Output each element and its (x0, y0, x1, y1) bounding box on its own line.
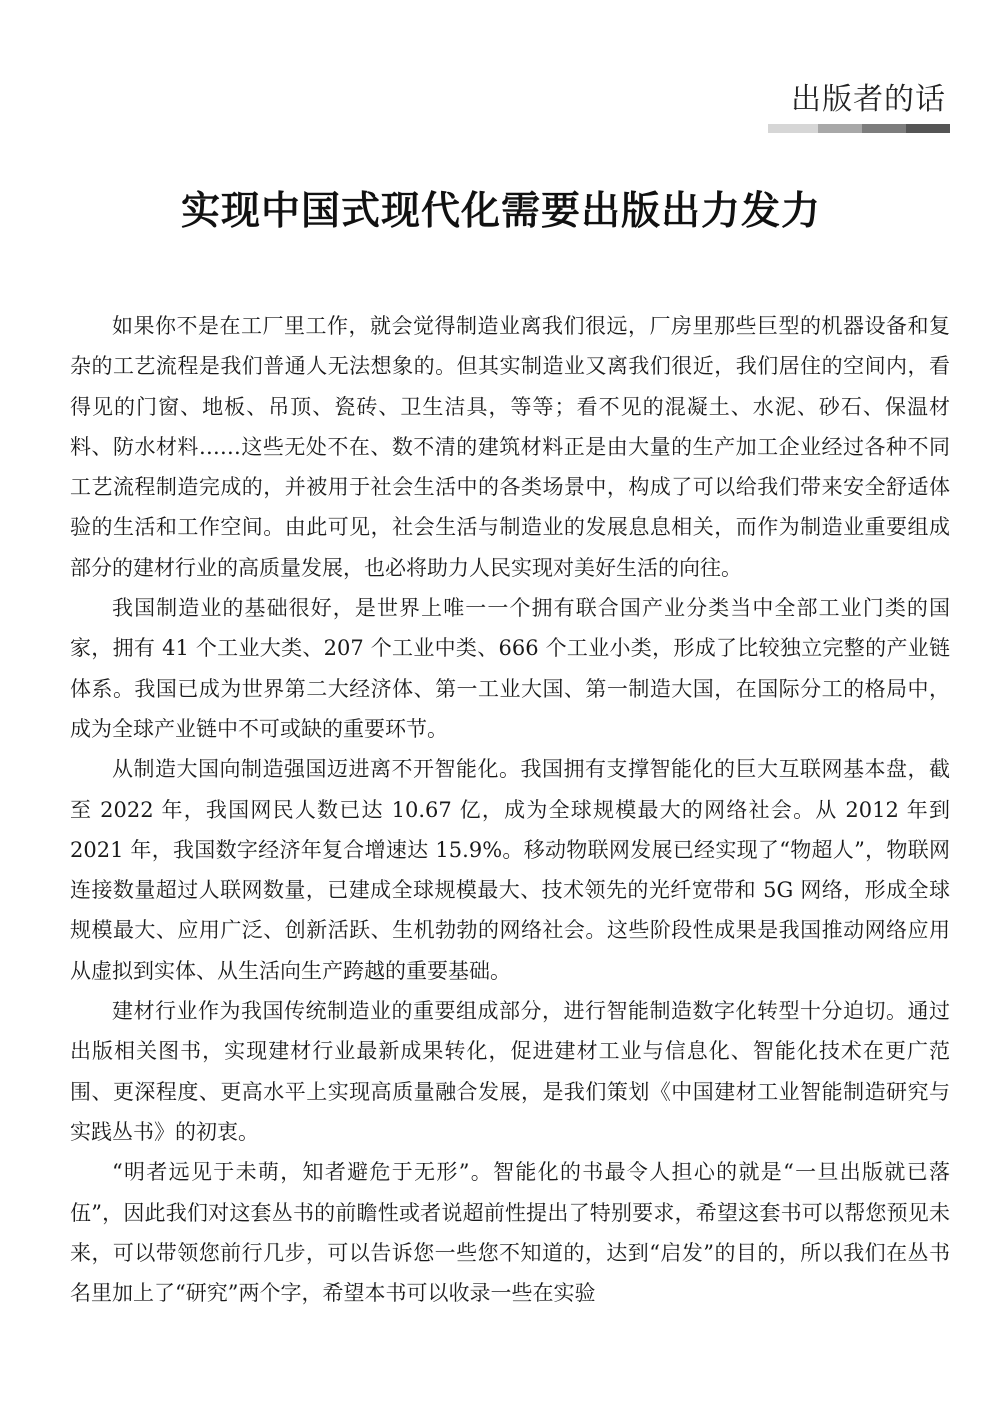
paragraph: 如果你不是在工厂里工作，就会觉得制造业离我们很远，厂房里那些巨型的机器设备和复杂的工艺流程是我们普通人无法想象的。但其实制造业又离我们很近，我们居住的空间内，看得见的门窗、地板、吊顶、瓷砖、卫生洁具，等等；看不见的混凝土、水泥、砂石、保温材料、防水材料……这些无处不在、数不清的建筑材料正是由大量的生产加工企业经过各种不同工艺流程制造完成的，并被用于社会生活中的各类场景中，构成了可以给我们带来安全舒适体验的生活和工作空间。由此可见，社会生活与制造业的发展息息相关，而作为制造业重要组成部分的建材行业的高质量发展，也必将助力人民实现对美好生活的向往。 (70, 314, 950, 580)
section-label: 出版者的话 (791, 82, 946, 117)
article-title: 实现中国式现代化需要出版出力发力 (180, 189, 821, 234)
bar-segment-4 (906, 124, 950, 133)
paragraph: 建材行业作为我国传统制造业的重要组成部分，进行智能制造数字化转型十分迫切。通过出版相关图书，实现建材行业最新成果转化，促进建材工业与信息化、智能化技术在更广范围、更深程度、更高水平上实现高质量融合发展，是我们策划《中国建材工业智能制造研究与实践丛书》的初衷。 (70, 999, 950, 1144)
paragraph: “明者远见于未萌，知者避危于无形”。智能化的书最令人担心的就是“一旦出版就已落伍”，因此我们对这套丛书的前瞻性或者说超前性提出了特别要求，希望这套书可以帮您预见未来，可以带领您前行几步，可以告诉您一些您不知道的，达到“启发”的目的，所以我们在丛书名里加上了“研究”两个字，希望本书可以收录一些在实验 (70, 1160, 950, 1306)
paragraph: 从制造大国向制造强国迈进离不开智能化。我国拥有支撑智能化的巨大互联网基本盘，截至 2022 年，我国网民人数已达 10.67 亿，成为全球规模最大的网络社会。从 2012 年到 2021 年，我国数字经济年复合增速达 15.9%。移动物联网发展已经实现了“物超人”，物联网连接数量超过人联网数量，已建成全球规模最大、技术领先的光纤宽带和 5G 网络，形成全球规模最大、应用广泛、创新活跃、生机勃勃的网络社会。这些阶段性成果是我国推动网络应用从虚拟到实体、从生活向生产跨越的重要基础。 (70, 757, 950, 983)
bar-segment-3 (862, 124, 906, 133)
bar-segment-1 (768, 124, 818, 133)
bar-segment-2 (818, 124, 862, 133)
paragraph: 我国制造业的基础很好，是世界上唯一一个拥有联合国产业分类当中全部工业门类的国家，拥有 41 个工业大类、207 个工业中类、666 个工业小类，形成了比较独立完整的产业链体系。我国已成为世界第二大经济体、第一工业大国、第一制造大国，在国际分工的格局中，成为全球产业链中不可或缺的重要环节。 (70, 596, 950, 741)
section-decorative-bar (768, 124, 950, 133)
article-body (70, 306, 950, 1313)
